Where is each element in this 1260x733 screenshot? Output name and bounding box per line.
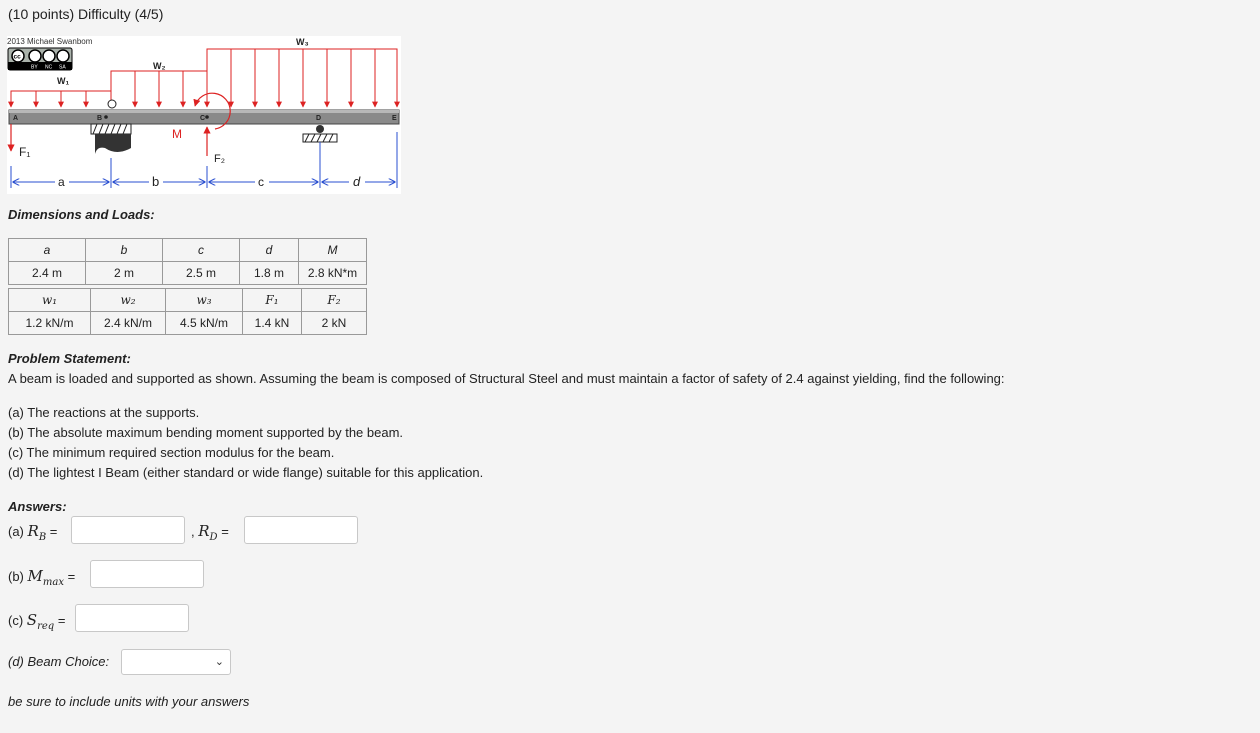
header-b: b [86,239,163,262]
dimensions-title: Dimensions and Loads: [8,207,155,222]
problem-item-a: (a) The reactions at the supports. [8,405,200,420]
dim-d-label: d [353,174,361,189]
header-w2: w₂ [91,289,166,312]
dim-c-label: c [258,175,264,189]
answer-b-label [8,567,75,588]
chevron-down-icon: ⌄ [214,656,224,668]
value-b: 2 m [86,262,163,285]
header-f1: F₁ [243,289,302,312]
rd-equals: = [221,524,229,539]
svg-text:cc: cc [13,53,21,61]
w1-label: W₁ [57,76,70,86]
beam-choice-label: (d) Beam Choice: [8,654,110,669]
load-w3 [207,49,397,107]
answer-c-prefix: (c) [8,613,24,628]
value-m: 2.8 kN*m [299,262,367,285]
problem-item-b: (b) The absolute maximum bending moment supported by the beam. [8,425,404,440]
problem-item-c: (c) The minimum required section modulus for the beam. [8,445,335,460]
dim-a-label: a [58,175,65,189]
value-w3: 4.5 kN/m [166,312,243,335]
header-m: M [299,239,367,262]
dim-b-label: b [152,174,160,189]
answer-c-label [8,611,65,632]
license-by: BY [31,64,38,71]
value-d: 1.8 m [240,262,299,285]
point-a-label: A [13,115,19,122]
load-w2 [111,71,207,107]
value-c: 2.5 m [163,262,240,285]
loads-table [8,288,367,335]
header-d: d [240,239,299,262]
header-w1: w₁ [9,289,91,312]
answers-title: Answers: [8,499,67,514]
loads-value-row [9,312,367,335]
header-w3: w₃ [166,289,243,312]
license-nc: NC [45,64,53,71]
license-sa: SA [59,64,66,71]
beam-diagram-svg [7,36,401,194]
point-d-label: D [316,115,322,122]
rb-symbol: $R_B$ [27,522,47,543]
value-w1: 1.2 kN/m [9,312,91,335]
value-f1: 1.4 kN [243,312,302,335]
mmax-symbol: $M_{max}$ [27,567,64,588]
rd-symbol: $R_D$ [198,522,218,543]
force-f2 [207,127,225,165]
pin-support-b [91,100,131,154]
f2-label: F₂ [214,153,225,165]
problem-title: Problem Statement: [8,351,131,366]
rd-input[interactable] [244,516,358,544]
answer-rd-label [191,522,229,543]
point-b-label: B [97,115,103,122]
header-c: c [163,239,240,262]
roller-support-d [303,125,337,142]
answer-a-label [8,522,57,543]
beam-choice-select[interactable] [121,649,231,675]
header-a: a [9,239,86,262]
point-b-dot [104,115,108,119]
cc-license-icon [8,48,72,71]
answer-b-prefix: (b) [8,569,24,584]
header-f2: F₂ [302,289,367,312]
m-label: M [172,127,182,141]
load-w1 [11,91,111,107]
units-note: be sure to include units with your answers [8,694,250,709]
value-f2: 2 kN [302,312,367,335]
problem-text: A beam is loaded and supported as shown. Assuming the beam is composed of Structural Steel and must maintain a factor of safety of 2.4 against yielding, find the following: [8,371,1005,386]
rb-input[interactable] [71,516,185,544]
force-f1 [11,124,30,159]
mmax-input[interactable] [90,560,204,588]
beam-highlight [9,110,399,113]
f1-label: F₁ [19,145,31,159]
problem-item-d: (d) The lightest I Beam (either standard or wide flange) suitable for this application. [8,465,484,480]
mmax-equals: = [67,569,76,584]
point-e-label: E [392,115,397,122]
value-w2: 2.4 kN/m [91,312,166,335]
rb-equals: = [49,524,58,539]
beam-diagram [7,36,401,194]
sreq-symbol: $S_{req}$ [26,611,55,632]
point-c-label: C [200,115,206,122]
w2-label: W₂ [153,61,166,71]
dimensions-header-row [9,239,367,262]
sreq-equals: = [57,613,66,628]
value-a: 2.4 m [9,262,86,285]
point-c-dot [205,115,209,119]
credit-text: 2013 Michael Swanbom [7,37,93,46]
w3-label: W₃ [296,37,309,47]
rd-comma: , [191,524,195,539]
question-header: (10 points) Difficulty (4/5) [8,6,164,22]
dimension-lines [11,132,397,188]
loads-header-row [9,289,367,312]
answer-a-prefix: (a) [8,524,24,539]
dimensions-value-row [9,262,367,285]
sreq-input[interactable] [75,604,189,632]
dimensions-table [8,238,367,285]
